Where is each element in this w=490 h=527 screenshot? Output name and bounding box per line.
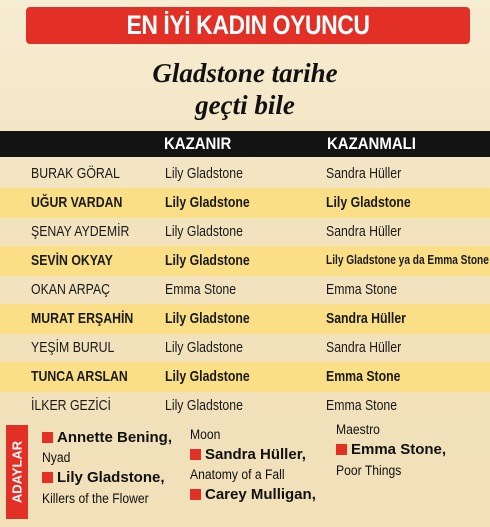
table-row (0, 217, 490, 247)
critic-name: BURAK GÖRAL (31, 165, 120, 182)
red-square-icon (190, 449, 201, 460)
table-row (0, 333, 490, 363)
column-header-bar (0, 131, 490, 157)
win-pick: Lily Gladstone (165, 368, 250, 385)
win-pick: Lily Gladstone (165, 194, 250, 211)
win-pick: Lily Gladstone (165, 165, 243, 182)
nominee-film: Anatomy of a Fall (190, 467, 285, 482)
category-title: EN İYİ KADIN OYUNCU (126, 10, 370, 40)
column-header-win: KAZANIR (164, 134, 232, 153)
win-pick: Lily Gladstone (165, 252, 250, 269)
nominee-name: Lily Gladstone, (42, 469, 165, 486)
nominee-name: Carey Mulligan, (190, 486, 316, 503)
nominee-film: Killers of the Flower (42, 491, 149, 506)
table-row (0, 188, 490, 218)
win-pick: Lily Gladstone (165, 223, 243, 240)
nominees-label: ADAYLAR (9, 440, 25, 504)
critic-name: İLKER GEZİCİ (31, 397, 111, 414)
table-row (0, 275, 490, 305)
red-square-icon (336, 444, 347, 455)
deserve-pick: Emma Stone (326, 368, 401, 385)
critic-name: TUNCA ARSLAN (31, 368, 128, 385)
nominee-name: Sandra Hüller, (190, 446, 306, 463)
column-header-deserve: KAZANMALI (327, 134, 416, 153)
win-pick: Lily Gladstone (165, 397, 243, 414)
nominee-film: Maestro (336, 422, 380, 437)
red-square-icon (42, 472, 53, 483)
critic-name: MURAT ERŞAHİN (31, 310, 134, 327)
deserve-pick: Sandra Hüller (326, 165, 402, 182)
nominee-name: Annette Bening, (42, 429, 172, 446)
red-square-icon (190, 489, 201, 500)
critic-name: ŞENAY AYDEMİR (31, 223, 130, 240)
nominee-film: Moon (190, 427, 221, 442)
headline-line-1: Gladstone tarihe (152, 58, 338, 88)
nominees-tab (6, 425, 28, 519)
critic-name: OKAN ARPAÇ (31, 281, 111, 298)
table-row (0, 362, 490, 392)
red-square-icon (42, 432, 53, 443)
category-banner (26, 7, 470, 44)
deserve-pick: Sandra Hüller (326, 223, 402, 240)
critic-name: UĞUR VARDAN (31, 194, 123, 211)
win-pick: Emma Stone (165, 281, 237, 298)
deserve-pick: Lily Gladstone ya da Emma Stone (326, 252, 489, 267)
headline-line-2: geçti bile (195, 90, 295, 120)
deserve-pick: Sandra Hüller (326, 310, 406, 327)
critic-name: SEVİN OKYAY (31, 252, 113, 269)
deserve-pick: Sandra Hüller (326, 339, 402, 356)
nominee-film: Poor Things (336, 463, 402, 478)
nominee-film: Nyad (42, 450, 71, 465)
table-row (0, 246, 490, 276)
table-row (0, 159, 490, 189)
nominee-name: Emma Stone, (336, 441, 446, 458)
win-pick: Lily Gladstone (165, 339, 243, 356)
critic-name: YEŞİM BURUL (31, 339, 115, 356)
win-pick: Lily Gladstone (165, 310, 250, 327)
table-row (0, 304, 490, 334)
deserve-pick: Emma Stone (326, 281, 398, 298)
deserve-pick: Lily Gladstone (326, 194, 411, 211)
deserve-pick: Emma Stone (326, 397, 398, 414)
table-row (0, 391, 490, 421)
